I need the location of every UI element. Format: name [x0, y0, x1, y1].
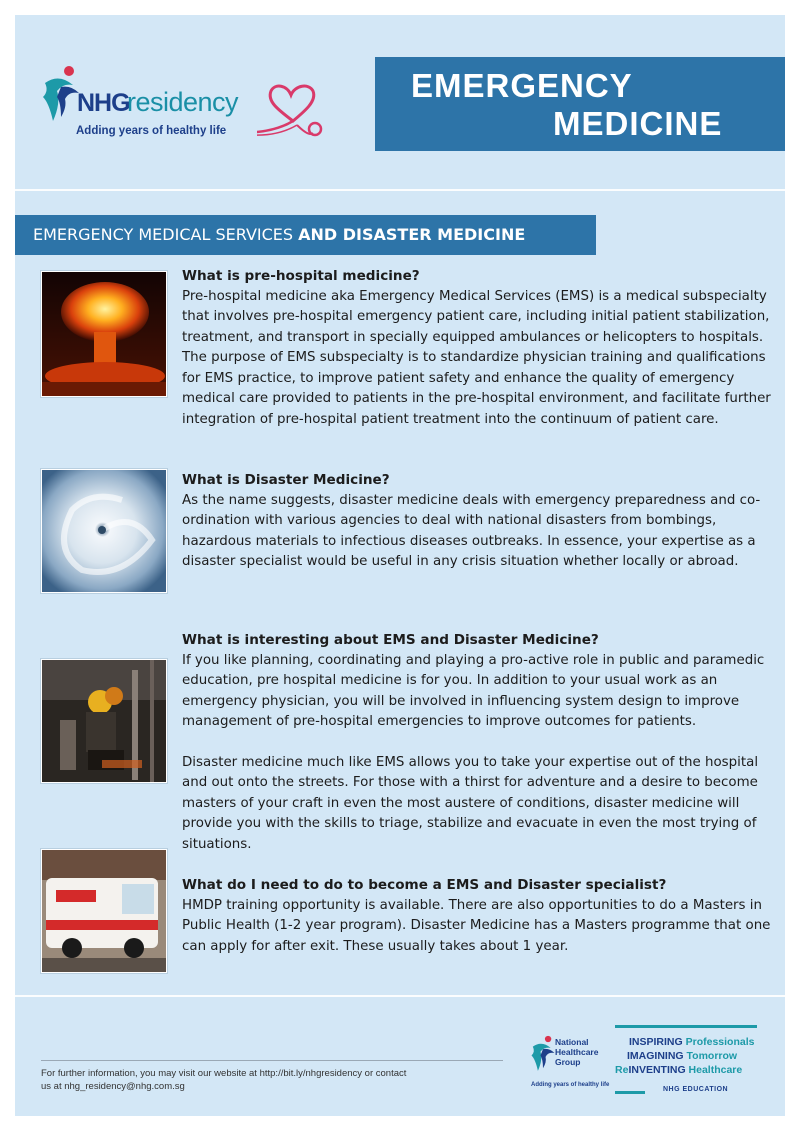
- contact-line-1: For further information, you may visit our website at http://bit.ly/nhgresidency or contact: [41, 1068, 407, 1079]
- edu-word: Healthcare: [688, 1064, 743, 1076]
- block-become-specialist: [182, 875, 772, 957]
- group-name-line: Healthcare: [555, 1047, 599, 1057]
- paragraph: Disaster medicine much like EMS allows you to take your expertise out of the hospital and out onto the streets. For those with a thirst for adventure and a desire to become masters of your craft in even the most austere of conditions, disaster medicine will provide you with the skills to triage, stabilize and evacuate in even the most trying of situations.: [182, 754, 759, 852]
- contact-line-2: us at nhg_residency@nhg.com.sg: [41, 1081, 185, 1092]
- footer-rule: [41, 1060, 503, 1061]
- section-heading-bold: AND DISASTER MEDICINE: [298, 225, 526, 244]
- paragraph: HMDP training opportunity is available. There are also opportunities to do a Masters in Public Health (1-2 year program). Disaster Medicine has a Masters programme that one can apply for after exit. These usually takes about 1 year.: [182, 897, 771, 954]
- group-name-line: Group: [555, 1057, 581, 1067]
- national-healthcare-group-logo: [527, 1027, 611, 1103]
- group-tagline: Adding years of healthy life: [531, 1082, 610, 1088]
- edu-row-2: [627, 1050, 737, 1062]
- nhg-education-logo: [615, 1025, 765, 1095]
- section-heading-light: EMERGENCY MEDICAL SERVICES: [33, 225, 299, 244]
- hurricane-satellite-photo: [41, 469, 167, 593]
- firefighters-rescue-photo: [41, 659, 167, 783]
- edu-word: Professionals: [685, 1036, 755, 1048]
- question-heading: What is Disaster Medicine?: [182, 472, 390, 488]
- paragraph: As the name suggests, disaster medicine deals with emergency preparedness and co-ordination with various agencies to deal with national disasters from bombings, hazardous materials to infectious diseases outbreaks. In essence, your expertise as a disaster specialist would be useful in any crisis situation whether locally or abroad.: [182, 492, 761, 569]
- nhg-residency-logo: [39, 59, 309, 151]
- edu-word: INVENTING: [628, 1064, 686, 1076]
- title-line-2: MEDICINE: [553, 105, 723, 142]
- footer-divider: [15, 995, 785, 997]
- logo-bar: [615, 1091, 645, 1094]
- paragraph: If you like planning, coordinating and playing a pro-active role in public and paramedic education, pre hospital medicine is for you. In addition to your usual work as an emergency physician, you will be involved in influencing system design to improve management of pre-hospital emergencies to improve outcomes for patients.: [182, 652, 765, 729]
- edu-word: INSPIRING: [629, 1036, 683, 1048]
- nhg-figure-icon: [529, 1029, 557, 1077]
- edu-word: Tomorrow: [686, 1050, 738, 1062]
- nuclear-explosion-photo: [41, 271, 167, 397]
- block-interesting: [182, 630, 772, 855]
- ambulance-photo: [41, 849, 167, 973]
- edu-row-3: [615, 1064, 742, 1076]
- group-name: [555, 1037, 598, 1067]
- logo-bar: [615, 1025, 757, 1028]
- edu-label: NHG EDUCATION: [663, 1086, 729, 1093]
- edu-row-1: [629, 1036, 754, 1048]
- header-divider: [15, 189, 785, 191]
- contact-info: [41, 1067, 511, 1093]
- poster-page: [15, 15, 785, 1116]
- logo-tagline: Adding years of healthy life: [76, 125, 227, 137]
- group-name-line: National: [555, 1037, 589, 1047]
- question-heading: What do I need to do to become a EMS and Disaster specialist?: [182, 877, 667, 893]
- logo-nhg-text: NHG: [77, 89, 130, 117]
- logo-residency-text: residency: [127, 87, 239, 117]
- question-heading: What is pre-hospital medicine?: [182, 268, 420, 284]
- page-title-box: [375, 57, 785, 151]
- block-pre-hospital: [182, 266, 772, 430]
- edu-word: Re: [615, 1064, 629, 1076]
- paragraph: Pre-hospital medicine aka Emergency Medical Services (EMS) is a medical subspecialty that involves pre-hospital emergency patient care, including initial patient stabilization, treatment, and transport in specially equipped ambulances or helicopters to hospitals. The purpose of EMS subspecialty is to standardize physician training and qualifications for EMS practice, to improve patient safety and enhance the quality of emergency medical care provided to patients in the pre-hospital environment, and facilitate further integration of pre-hospital patient treatment into the continuum of patient care.: [182, 288, 771, 427]
- edu-word: IMAGINING: [627, 1050, 684, 1062]
- question-heading: What is interesting about EMS and Disaster Medicine?: [182, 632, 599, 648]
- title-line-1: EMERGENCY: [411, 67, 633, 104]
- section-heading: [15, 215, 596, 255]
- heart-stethoscope-icon: [257, 81, 327, 145]
- block-disaster-medicine: [182, 470, 772, 573]
